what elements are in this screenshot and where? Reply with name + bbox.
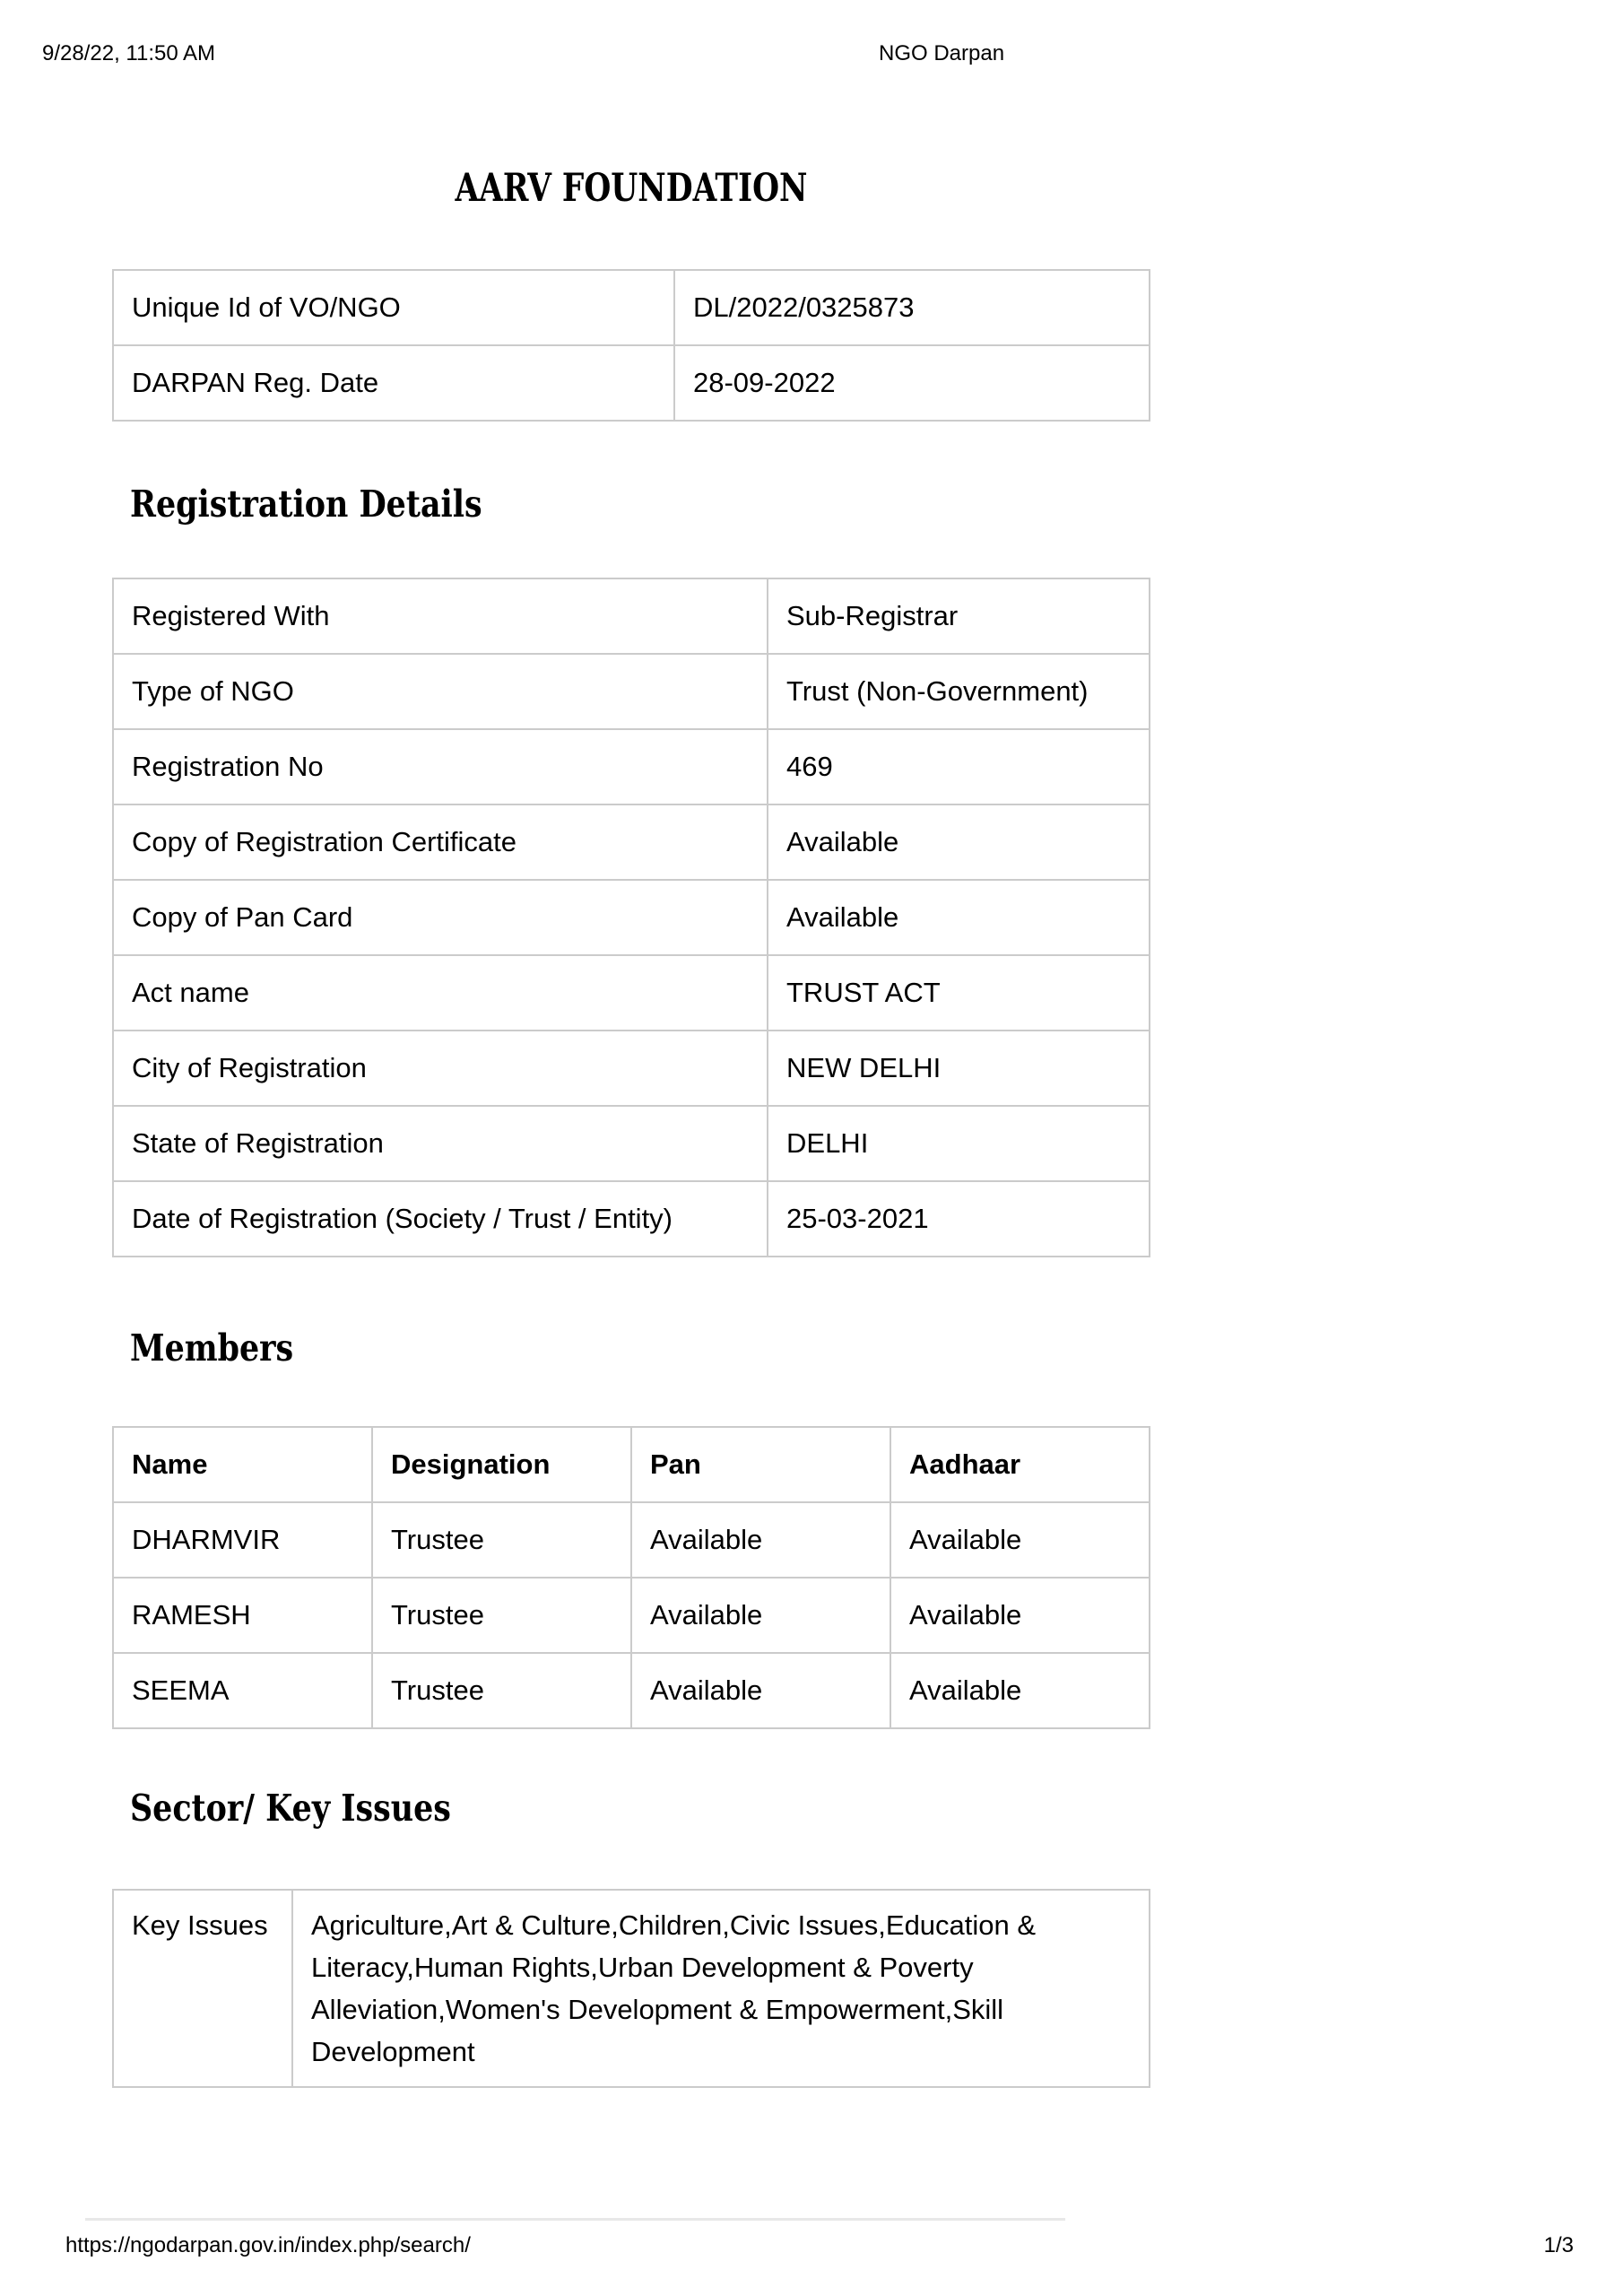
field-value: NEW DELHI bbox=[768, 1031, 1150, 1106]
field-value: TRUST ACT bbox=[768, 955, 1150, 1031]
field-value: Trust (Non-Government) bbox=[768, 654, 1150, 729]
column-header-aadhaar: Aadhaar bbox=[890, 1427, 1150, 1502]
member-pan: Available bbox=[631, 1653, 890, 1728]
print-footer-page-number: 1/3 bbox=[1543, 2233, 1574, 2257]
table-row bbox=[113, 654, 1150, 729]
table-row bbox=[113, 1890, 1150, 2087]
table-row bbox=[113, 729, 1150, 804]
member-pan: Available bbox=[631, 1578, 890, 1653]
table-row bbox=[113, 1502, 1150, 1578]
organization-title: AARV FOUNDATION bbox=[455, 166, 808, 211]
field-value: Sub-Registrar bbox=[768, 578, 1150, 654]
table-row bbox=[113, 1181, 1150, 1257]
registration-details-table bbox=[112, 578, 1150, 1257]
member-pan: Available bbox=[631, 1502, 890, 1578]
field-label: Registered With bbox=[113, 578, 768, 654]
table-row bbox=[113, 955, 1150, 1031]
print-header-site-title: NGO Darpan bbox=[879, 41, 1005, 65]
member-designation: Trustee bbox=[372, 1578, 631, 1653]
member-designation: Trustee bbox=[372, 1502, 631, 1578]
table-row bbox=[113, 1106, 1150, 1181]
members-table bbox=[112, 1426, 1150, 1729]
print-header-timestamp: 9/28/22, 11:50 AM bbox=[42, 41, 216, 65]
column-header-pan: Pan bbox=[631, 1427, 890, 1502]
field-value: DL/2022/0325873 bbox=[674, 270, 1150, 345]
ngo-id-table bbox=[112, 269, 1150, 422]
table-row bbox=[113, 345, 1150, 421]
member-aadhaar: Available bbox=[890, 1653, 1150, 1728]
member-name: DHARMVIR bbox=[113, 1502, 372, 1578]
field-label: Key Issues bbox=[113, 1890, 292, 2087]
field-value: Available bbox=[768, 880, 1150, 955]
print-footer-url: https://ngodarpan.gov.in/index.php/search/ bbox=[65, 2233, 471, 2257]
field-label: Unique Id of VO/NGO bbox=[113, 270, 674, 345]
field-label: State of Registration bbox=[113, 1106, 768, 1181]
member-designation: Trustee bbox=[372, 1653, 631, 1728]
registration-details-heading: Registration Details bbox=[130, 483, 482, 526]
member-name: RAMESH bbox=[113, 1578, 372, 1653]
footer-divider-line bbox=[85, 2218, 1065, 2221]
field-value: DELHI bbox=[768, 1106, 1150, 1181]
key-issues-value: Agriculture,Art & Culture,Children,Civic Issues,Education & Literacy,Human Rights,Urban Development & Poverty Alleviation,Women's Development & Empowerment,Skill Development bbox=[292, 1890, 1150, 2087]
field-value: Available bbox=[768, 804, 1150, 880]
field-value: 28-09-2022 bbox=[674, 345, 1150, 421]
table-row bbox=[113, 1653, 1150, 1728]
members-heading: Members bbox=[130, 1326, 294, 1370]
field-label: City of Registration bbox=[113, 1031, 768, 1106]
field-label: Date of Registration (Society / Trust / Entity) bbox=[113, 1181, 768, 1257]
table-row bbox=[113, 804, 1150, 880]
table-row bbox=[113, 880, 1150, 955]
member-aadhaar: Available bbox=[890, 1502, 1150, 1578]
table-header-row bbox=[113, 1427, 1150, 1502]
field-label: Act name bbox=[113, 955, 768, 1031]
table-row bbox=[113, 270, 1150, 345]
table-row bbox=[113, 1578, 1150, 1653]
sector-key-issues-heading: Sector/ Key Issues bbox=[130, 1787, 451, 1830]
field-label: DARPAN Reg. Date bbox=[113, 345, 674, 421]
field-label: Copy of Pan Card bbox=[113, 880, 768, 955]
field-label: Registration No bbox=[113, 729, 768, 804]
table-row bbox=[113, 578, 1150, 654]
field-label: Type of NGO bbox=[113, 654, 768, 729]
field-value: 469 bbox=[768, 729, 1150, 804]
table-row bbox=[113, 1031, 1150, 1106]
column-header-name: Name bbox=[113, 1427, 372, 1502]
field-value: 25-03-2021 bbox=[768, 1181, 1150, 1257]
member-name: SEEMA bbox=[113, 1653, 372, 1728]
column-header-designation: Designation bbox=[372, 1427, 631, 1502]
field-label: Copy of Registration Certificate bbox=[113, 804, 768, 880]
member-aadhaar: Available bbox=[890, 1578, 1150, 1653]
key-issues-table bbox=[112, 1889, 1150, 2088]
